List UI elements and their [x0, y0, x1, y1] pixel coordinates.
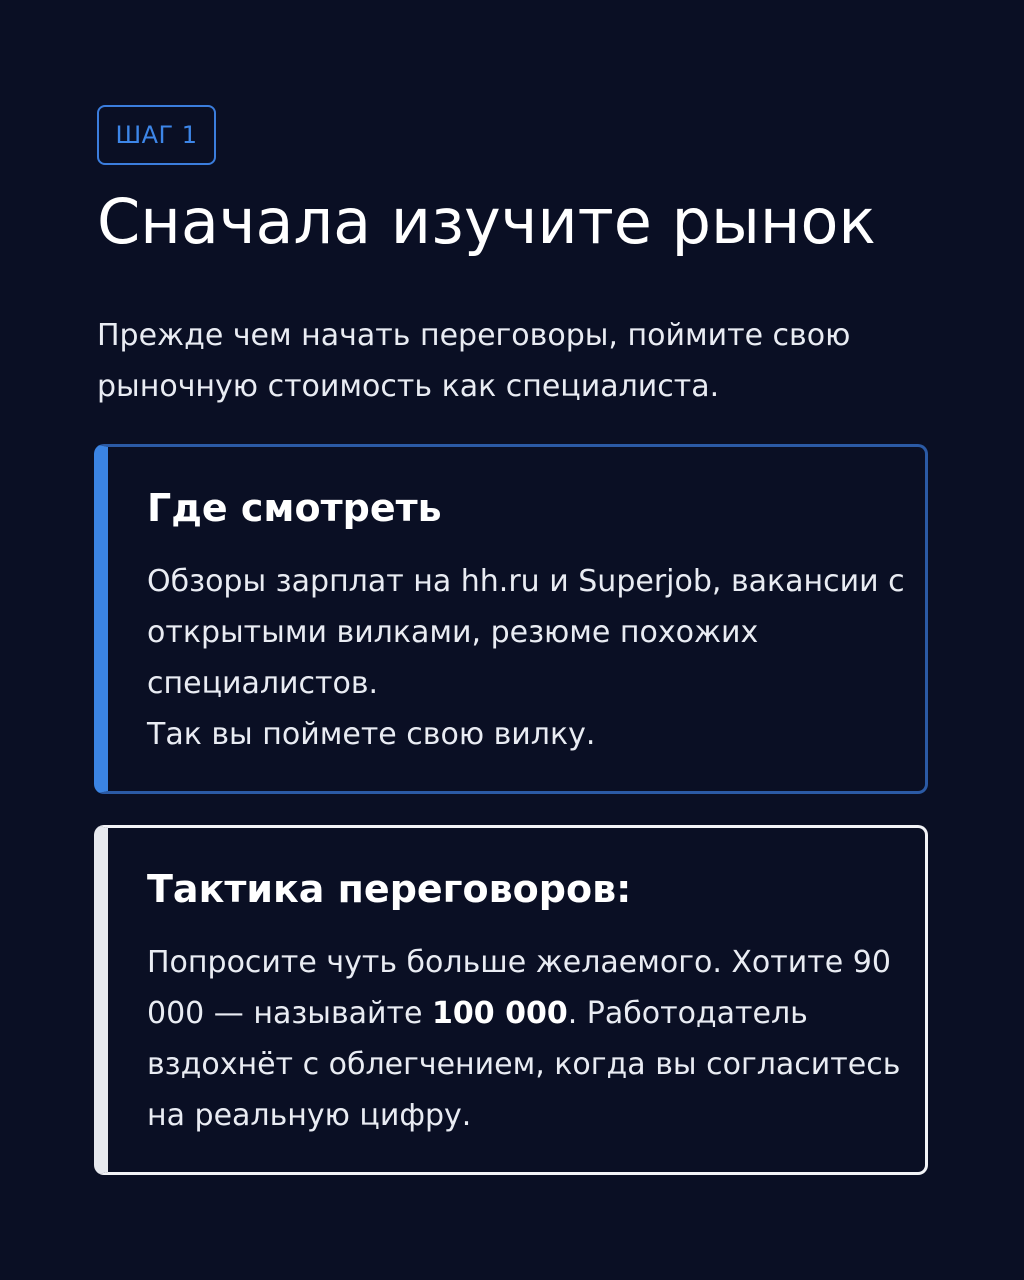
where-to-look-card [94, 444, 928, 794]
card-text [147, 937, 907, 1141]
card-title: Где смотреть [147, 486, 442, 530]
card-text: Так вы поймете свою вилку. [147, 717, 596, 752]
highlight-amount: 100 000 [432, 996, 568, 1031]
card-title: Тактика переговоров: [147, 867, 632, 911]
card-text-part: . Работодатель вздохнёт с облегчением, когда вы согласитесь на реальную цифру. [147, 996, 901, 1133]
intro-text: Прежде чем начать переговоры, поймите свою рыночную стоимость как специалиста. [97, 318, 851, 404]
page-title: Сначала изучите рынок [97, 185, 876, 258]
card-body [147, 937, 907, 1141]
step-badge: ШАГ 1 [97, 105, 216, 165]
card-text: Обзоры зарплат на hh.ru и Superjob, вакансии с открытыми вилками, резюме похожих специалистов. [147, 564, 905, 701]
card-text-part: Попросите чуть больше желаемого. Хотите 90 000 — называйте [147, 945, 891, 1031]
card-body [147, 556, 907, 760]
negotiation-tactics-card [94, 825, 928, 1175]
